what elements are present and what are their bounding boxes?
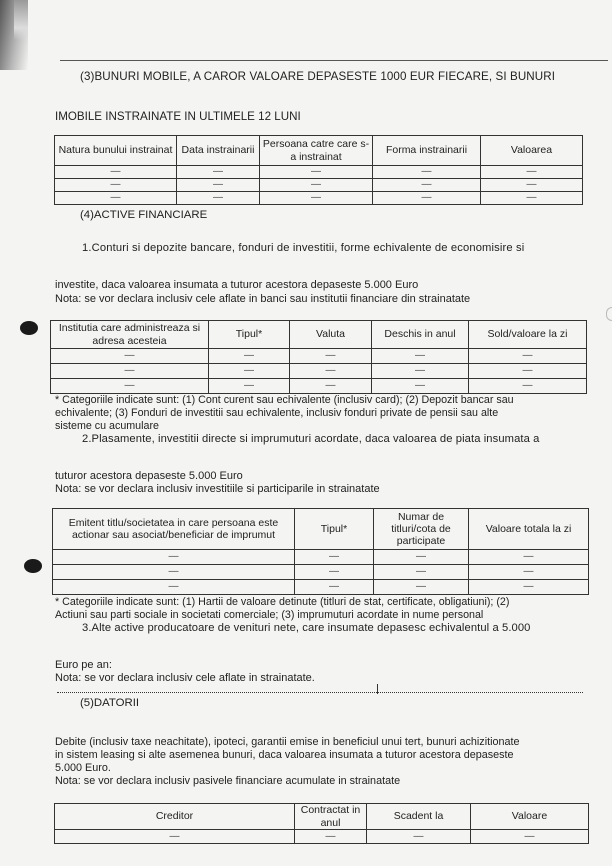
empty-cell: — bbox=[481, 166, 583, 179]
empty-cell: — bbox=[471, 830, 589, 844]
debts-table bbox=[54, 803, 589, 844]
empty-cell: — bbox=[55, 830, 295, 844]
empty-cell: — bbox=[367, 830, 471, 844]
fill-in-line bbox=[57, 692, 583, 693]
footnote1-line3: sisteme cu acumulare bbox=[55, 420, 159, 432]
section5-p-line1: Debite (inclusiv taxe neachitate), ipoteci, garantii emise in beneficiul unui tert, bunuri achizitionate bbox=[55, 736, 520, 748]
empty-cell: — bbox=[295, 565, 374, 580]
empty-cell: — bbox=[295, 550, 374, 565]
col-header: Sold/valoare la zi bbox=[469, 321, 587, 349]
col-header: Deschis in anul bbox=[372, 321, 469, 349]
col-header: Institutia care administreaza si adresa acesteia bbox=[51, 321, 209, 349]
col-header: Valuta bbox=[290, 321, 372, 349]
col-header: Forma instrainarii bbox=[373, 136, 481, 166]
section4-p2-line2: tuturor acestora depaseste 5.000 Euro bbox=[55, 470, 243, 482]
section5-heading: (5)DATORII bbox=[80, 697, 140, 709]
empty-cell: — bbox=[209, 364, 290, 379]
empty-cell: — bbox=[374, 580, 469, 595]
section3-heading-line1: (3)BUNURI MOBILE, A CAROR VALOARE DEPASESTE 1000 EUR FIECARE, SI BUNURI bbox=[80, 70, 556, 83]
bank-accounts-table bbox=[50, 320, 587, 394]
punch-hole-left bbox=[20, 321, 38, 335]
footnote2-line1: * Categoriile indicate sunt: (1) Hartii de valoare detinute (titluri de stat, certificate, obligatiuni); (2) bbox=[55, 596, 510, 608]
empty-cell: — bbox=[177, 166, 260, 179]
empty-cell: — bbox=[260, 166, 373, 179]
empty-cell: — bbox=[469, 349, 587, 364]
footnote1-line1: * Categoriile indicate sunt: (1) Cont curent sau echivalente (inclusiv card); (2) Depozit bancar sau bbox=[55, 394, 514, 406]
section5-p-line3: 5.000 Euro. bbox=[55, 762, 111, 774]
empty-cell: — bbox=[53, 565, 295, 580]
col-header: Numar de titluri/cota de participate bbox=[374, 509, 469, 550]
col-header: Valoarea bbox=[481, 136, 583, 166]
section4-p3-line1: 3.Alte active producatoare de venituri nete, care insumate depasesc echivalentul a 5.000 bbox=[82, 622, 531, 634]
scan-shadow-edge bbox=[14, 0, 28, 40]
col-header: Tipul* bbox=[295, 509, 374, 550]
empty-cell: — bbox=[290, 364, 372, 379]
col-header: Creditor bbox=[55, 804, 295, 830]
empty-cell: — bbox=[290, 379, 372, 394]
empty-cell: — bbox=[374, 550, 469, 565]
empty-cell: — bbox=[373, 166, 481, 179]
col-header: Data instrainarii bbox=[177, 136, 260, 166]
col-header: Scadent la bbox=[367, 804, 471, 830]
section5-p-line2: in sistem leasing si alte asemenea bunuri, daca valoarea insumata a tuturor acestora depaseste bbox=[55, 749, 514, 761]
empty-cell: — bbox=[55, 192, 177, 205]
empty-cell: — bbox=[260, 192, 373, 205]
section4-p1-note: Nota: se vor declara inclusiv cele aflate in banci sau institutii financiare din strainatate bbox=[55, 293, 471, 305]
punch-hole-left-2 bbox=[24, 559, 42, 573]
footnote1-line2: echivalente; (3) Fonduri de investitii sau echivalente, inclusiv fonduri private de pensii sau alte bbox=[55, 407, 499, 419]
alienated-assets-table bbox=[54, 135, 583, 205]
empty-cell: — bbox=[481, 192, 583, 205]
empty-cell: — bbox=[469, 379, 587, 394]
section3-heading-line2: IMOBILE INSTRAINATE IN ULTIMELE 12 LUNI bbox=[55, 110, 301, 123]
empty-cell: — bbox=[469, 550, 589, 565]
empty-cell: — bbox=[372, 379, 469, 394]
top-rule bbox=[60, 60, 608, 61]
section4-p1-line2: investite, daca valoarea insumata a tuturor acestora depaseste 5.000 Euro bbox=[55, 279, 419, 291]
col-header: Emitent titlu/societatea in care persoana este actionar sau asociat/beneficiar de imprumut bbox=[53, 509, 295, 550]
section4-p3-line2: Euro pe an: bbox=[55, 659, 112, 671]
empty-cell: — bbox=[51, 349, 209, 364]
empty-cell: — bbox=[469, 580, 589, 595]
empty-cell: — bbox=[481, 179, 583, 192]
col-header: Tipul* bbox=[209, 321, 290, 349]
empty-cell: — bbox=[55, 179, 177, 192]
section5-note: Nota: se vor declara inclusiv pasivele financiare acumulate in strainatate bbox=[55, 775, 401, 787]
empty-cell: — bbox=[177, 192, 260, 205]
pen-mark bbox=[377, 684, 378, 694]
empty-cell: — bbox=[209, 379, 290, 394]
empty-cell: — bbox=[51, 364, 209, 379]
empty-cell: — bbox=[55, 166, 177, 179]
empty-cell: — bbox=[469, 565, 589, 580]
empty-cell: — bbox=[260, 179, 373, 192]
empty-cell: — bbox=[53, 550, 295, 565]
section4-p2-note: Nota: se vor declara inclusiv investitiile si participarile in strainatate bbox=[55, 483, 380, 495]
empty-cell: — bbox=[374, 565, 469, 580]
empty-cell: — bbox=[469, 364, 587, 379]
section4-p3-note: Nota: se vor declara inclusiv cele aflate in strainatate. bbox=[55, 672, 315, 684]
empty-cell: — bbox=[373, 192, 481, 205]
col-header: Persoana catre care s-a instrainat bbox=[260, 136, 373, 166]
empty-cell: — bbox=[295, 830, 367, 844]
punch-hole-right bbox=[606, 307, 612, 321]
empty-cell: — bbox=[372, 349, 469, 364]
col-header: Valoare totala la zi bbox=[469, 509, 589, 550]
empty-cell: — bbox=[290, 349, 372, 364]
section4-heading: (4)ACTIVE FINANCIARE bbox=[80, 209, 208, 221]
section4-p2-line1: 2.Plasamente, investitii directe si imprumuturi acordate, daca valoarea de piata insumata a bbox=[82, 433, 540, 445]
investments-table bbox=[52, 508, 589, 595]
empty-cell: — bbox=[51, 379, 209, 394]
empty-cell: — bbox=[209, 349, 290, 364]
col-header: Contractat in anul bbox=[295, 804, 367, 830]
col-header: Natura bunului instrainat bbox=[55, 136, 177, 166]
empty-cell: — bbox=[295, 580, 374, 595]
empty-cell: — bbox=[53, 580, 295, 595]
footnote2-line2: Actiuni sau parti sociale in societati comerciale; (3) imprumuturi acordate in nume personal bbox=[55, 609, 484, 621]
col-header: Valoare bbox=[471, 804, 589, 830]
section4-p1-line1: 1.Conturi si depozite bancare, fonduri de investitii, forme echivalente de economisire si bbox=[82, 242, 525, 254]
empty-cell: — bbox=[177, 179, 260, 192]
empty-cell: — bbox=[373, 179, 481, 192]
empty-cell: — bbox=[372, 364, 469, 379]
